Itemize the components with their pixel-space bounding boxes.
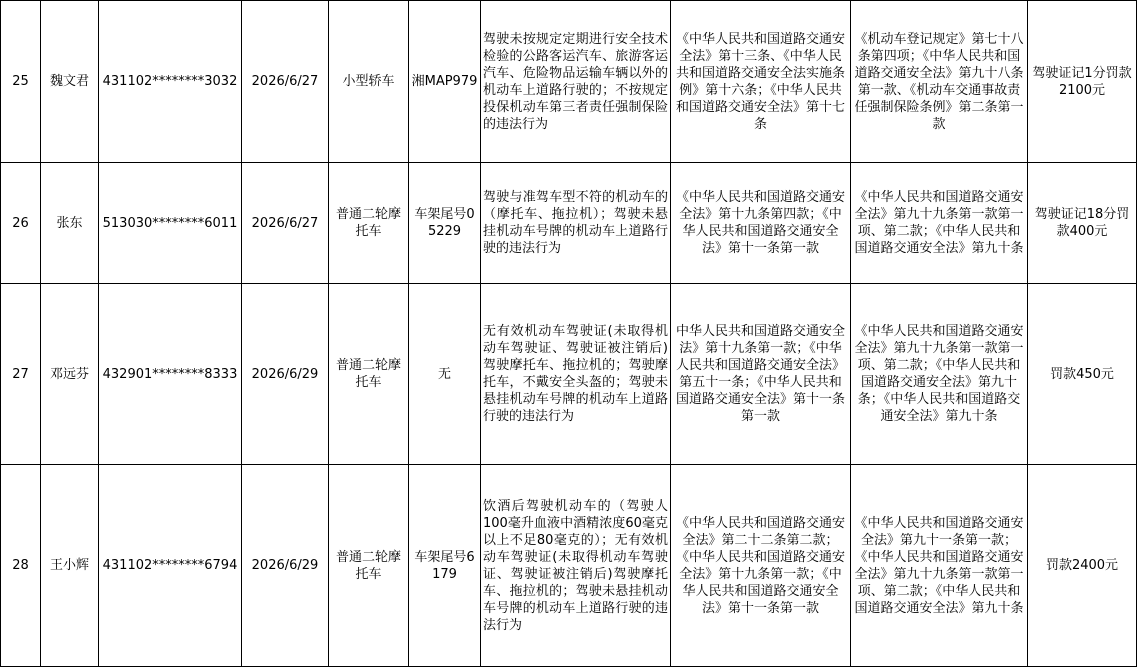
penalty-basis: 《中华人民共和国道路交通安全法》第九十九条第一款第一项、第二款；《中华人民共和国道路交通安全法》第九十条 (851, 163, 1028, 284)
license-plate: 车架尾号6179 (409, 465, 481, 667)
vehicle-type: 普通二轮摩托车 (329, 284, 409, 465)
offender-name: 魏文君 (41, 1, 99, 163)
id-card-number: 513030********6011 (99, 163, 242, 284)
license-plate: 湘MAP979 (409, 1, 481, 163)
row-number: 25 (1, 1, 41, 163)
offender-name: 邓远芬 (41, 284, 99, 465)
table-row (1, 163, 1137, 284)
violation-description: 驾驶与准驾车型不符的机动车的（摩托车、拖拉机）；驾驶未悬挂机动车号牌的机动车上道路行驶的违法行为 (481, 163, 671, 284)
violation-description: 无有效机动车驾驶证(未取得机动车驾驶证、驾驶证被注销后)驾驶摩托车、拖拉机的；驾驶摩托车，不戴安全头盔的；驾驶未悬挂机动车号牌的机动车上道路行驶的违法行为 (481, 284, 671, 465)
id-card-number: 431102********3032 (99, 1, 242, 163)
vehicle-type: 普通二轮摩托车 (329, 163, 409, 284)
vehicle-type: 普通二轮摩托车 (329, 465, 409, 667)
violated-law-clause: 中华人民共和国道路交通安全法》第十九条第一款；《中华人民共和国道路交通安全法》第五十一条；《中华人民共和国道路交通安全法》第十一条第一款 (671, 284, 851, 465)
vehicle-type: 小型轿车 (329, 1, 409, 163)
offender-name: 王小辉 (41, 465, 99, 667)
penalty-basis: 《中华人民共和国道路交通安全法》第九十一条第一款；《中华人民共和国道路交通安全法》第九十九条第一款第一项、第二款；《中华人民共和国道路交通安全法》第九十条 (851, 465, 1028, 667)
violation-date: 2026/6/29 (242, 284, 329, 465)
violated-law-clause: 《中华人民共和国道路交通安全法》第二十二条第二款；《中华人民共和国道路交通安全法》第十九条第一款；《中华人民共和国道路交通安全法》第十一条第一款 (671, 465, 851, 667)
penalty-result: 罚款2400元 (1028, 465, 1137, 667)
violation-date: 2026/6/27 (242, 1, 329, 163)
violated-law-clause: 《中华人民共和国道路交通安全法》第十九条第四款；《中华人民共和国道路交通安全法》第十一条第一款 (671, 163, 851, 284)
table-row (1, 465, 1137, 667)
license-plate: 无 (409, 284, 481, 465)
row-number: 28 (1, 465, 41, 667)
violation-description: 驾驶未按规定定期进行安全技术检验的公路客运汽车、旅游客运汽车、危险物品运输车辆以外的机动车上道路行驶的；不按规定投保机动车第三者责任强制保险的违法行为 (481, 1, 671, 163)
row-number: 27 (1, 284, 41, 465)
id-card-number: 431102********6794 (99, 465, 242, 667)
penalty-result: 罚款450元 (1028, 284, 1137, 465)
violation-date: 2026/6/29 (242, 465, 329, 667)
penalty-result: 驾驶证记1分罚款2100元 (1028, 1, 1137, 163)
violated-law-clause: 《中华人民共和国道路交通安全法》第十三条、《中华人民共和国道路交通安全法实施条例》第十六条；《中华人民共和国道路交通安全法》第十七条 (671, 1, 851, 163)
penalty-basis: 《中华人民共和国道路交通安全法》第九十九条第一款第一项、第二款；《中华人民共和国道路交通安全法》第九十条；《中华人民共和国道路交通安全法》第九十条 (851, 284, 1028, 465)
id-card-number: 432901********8333 (99, 284, 242, 465)
penalty-result: 驾驶证记18分罚款400元 (1028, 163, 1137, 284)
offender-name: 张东 (41, 163, 99, 284)
violation-description: 饮酒后驾驶机动车的（驾驶人100毫升血液中酒精浓度60毫克以上不足80毫克的）；无有效机动车驾驶证(未取得机动车驾驶证、驾驶证被注销后)驾驶摩托车、拖拉机的；驾驶未悬挂机动车号牌的机动车上道路行驶的违法行为 (481, 465, 671, 667)
table-row (1, 284, 1137, 465)
table-row (1, 1, 1137, 163)
row-number: 26 (1, 163, 41, 284)
license-plate: 车架尾号05229 (409, 163, 481, 284)
violation-date: 2026/6/27 (242, 163, 329, 284)
penalty-basis: 《机动车登记规定》第七十八条第四项；《中华人民共和国道路交通安全法》第九十八条第一款、《机动车交通事故责任强制保险条例》第二条第一款 (851, 1, 1028, 163)
